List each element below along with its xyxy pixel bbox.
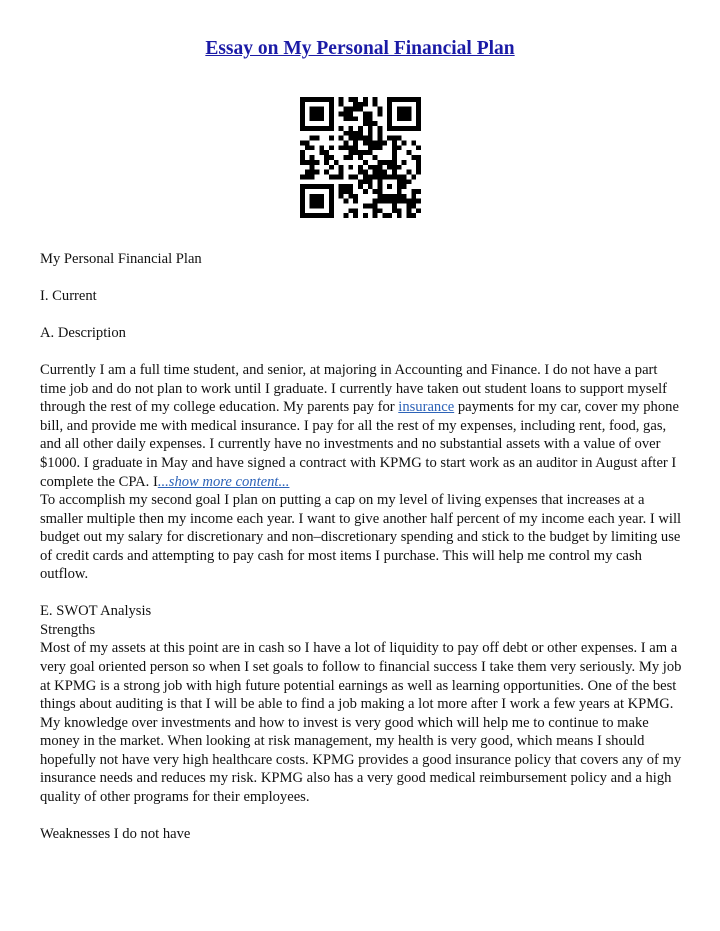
show-more-link[interactable]: ...show more content...	[157, 473, 290, 490]
section-current: I. Current	[40, 288, 97, 305]
section-description: A. Description	[40, 325, 126, 342]
insurance-link[interactable]: insurance	[398, 399, 455, 416]
essay-heading: My Personal Financial Plan	[40, 251, 202, 267]
qr-code-icon	[300, 97, 421, 218]
weaknesses-line: Weaknesses I do not have	[40, 825, 191, 842]
paragraph-strengths: Most of my assets at this point are in cash so I have a lot of liquidity to pay off debt or other expenses. I am a very goal oriented person so when I set goals to follow to financial success I take them very seriously. My job at KPMG is a strong job with high future potential earnings as well as learning opportunities. One of the best things about auditing is that I will be able to find a job making a lot more after I work a few years at KPMG. My knowledge over investments and how to invest is very good which will help me to continue to make money in the market. When looking at risk management, my health is very good, which means I should hopefully not have very high healthcare costs. KPMG provides a good insurance policy that covers any of my insurance needs and reduces my risk. KPMG also has a very good medical reimbursement policy and a high quality of other programs for their employees.	[40, 640, 682, 805]
paragraph-description	[40, 361, 685, 491]
strengths-label: Strengths	[40, 621, 96, 638]
essay-body	[40, 250, 685, 844]
paragraph-text: Currently I am a full time student, and senior, at majoring in Accounting and Finance. I do not have a part time job and do not plan to work until I graduate. I currently have taken out student loans to support myself through the rest of my college education. My parents pay for	[40, 362, 667, 416]
essay-title[interactable]: Essay on My Personal Financial Plan	[205, 38, 515, 59]
paragraph-goal: To accomplish my second goal I plan on putting a cap on my level of living expenses that increases at a smaller multiple then my income each year. I want to give another half percent of my income each year. I will budget out my salary for discretionary and non–discretionary spending and stick to the budget by limiting use of credit cards and attempting to pay cash for most items I purchase. This will help me control my cash outflow.	[40, 492, 682, 583]
paragraph-text: payments for my car, cover my phone bill, and provide me with medical insurance. I pay for all the rest of my expenses, including rent, food, gas, and all other daily expenses. I currently have no investments and no substantial assets with a value of over $1000. I graduate in May and have signed a contract with KPMG to start work as an auditor in August after I complete the CPA. I	[40, 399, 679, 490]
section-swot: E. SWOT Analysis	[40, 603, 152, 620]
